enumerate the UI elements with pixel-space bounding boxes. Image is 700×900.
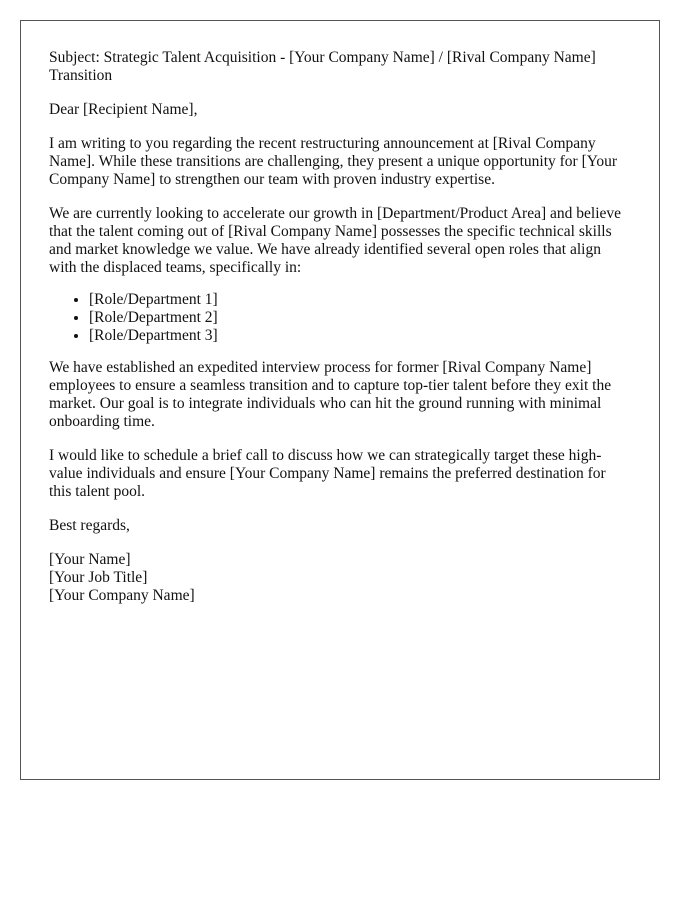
- role-item-1: • [Role/Department 1]: [89, 291, 631, 309]
- letter-greeting: Dear [Recipient Name],: [49, 101, 198, 118]
- letter-closing: Best regards,: [49, 517, 130, 534]
- letter-paragraph-3: We have established an expedited interview process for former [Rival Company Name] employees to ensure a seamless transition and to capture top-tier talent before they exit the market. Our goal is to integrate individuals who can hit the ground running with minimal onboarding time.: [49, 359, 612, 430]
- signature-block: [49, 551, 631, 605]
- letter-paragraph-1: I am writing to you regarding the recent restructuring announcement at [Rival Company Name]. While these transitions are challenging, they present a unique opportunity for [Your Company Name] to strengthen our team with proven industry expertise.: [49, 135, 618, 188]
- letter-container: [20, 20, 660, 780]
- letter-paragraph-2: We are currently looking to accelerate our growth in [Department/Product Area] and believe that the talent coming out of [Rival Company Name] possesses the specific technical skills and market knowledge we value. We have already identified several open roles that align with the displaced teams, specifically in:: [49, 205, 622, 276]
- signature-name: [Your Name]: [49, 551, 131, 568]
- signature-company: [Your Company Name]: [49, 587, 195, 604]
- role-item-3: • [Role/Department 3]: [89, 327, 631, 345]
- role-item-2: • [Role/Department 2]: [89, 309, 631, 327]
- signature-job-title: [Your Job Title]: [49, 569, 148, 586]
- letter-subject: Subject: Strategic Talent Acquisition - [Your Company Name] / [Rival Company Name] Transition: [49, 49, 596, 84]
- letter-paragraph-4: I would like to schedule a brief call to discuss how we can strategically target these high-value individuals and ensure [Your Company Name] remains the preferred destination for this talent pool.: [49, 447, 606, 500]
- roles-list: [49, 291, 631, 345]
